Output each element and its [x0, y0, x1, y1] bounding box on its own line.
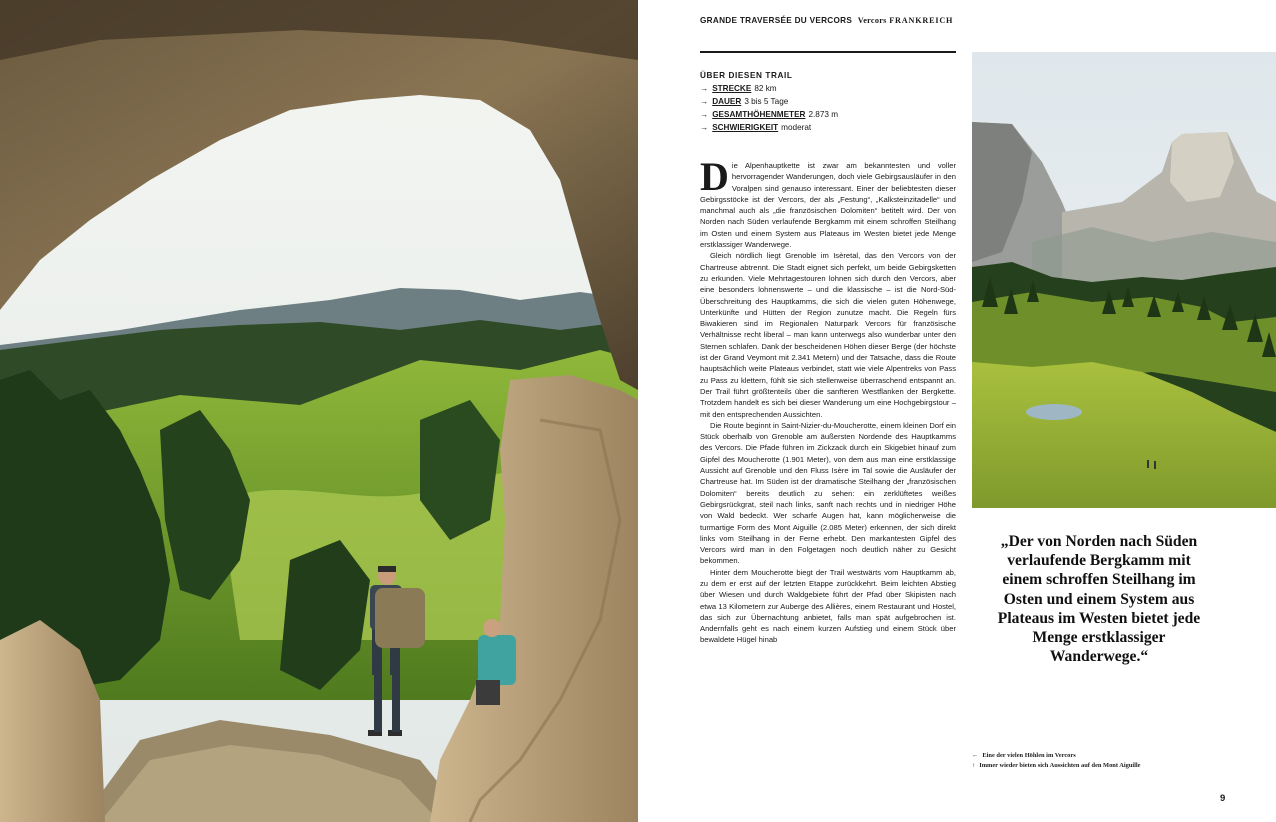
arrow-right-icon: → — [700, 110, 709, 119]
photo-captions — [972, 751, 1232, 771]
fact-row — [700, 95, 956, 108]
fact-value: 82 km — [754, 84, 777, 93]
fact-key: DAUER — [712, 97, 742, 106]
running-header — [700, 16, 970, 25]
paragraph: Die Alpenhauptkette ist zwar am bekanntesten und voller hervorragender Wanderungen, doch viele Gebirgsausläufer in den Voralpen sind genauso interessant. Einer der beliebtesten dieser Gebirgsstöcke ist der Vercors, der als „Festung“, „Kalksteinzitadelle“ und manchmal auch als „die französischen Dolomiten“ betitelt wird. Der von Norden nach Süden verlaufende Bergkamm mit einem schroffen Steilhang im Osten und einem System aus Plateaus im Westen bietet jede Menge erstklassiger Wanderwege. — [700, 160, 956, 250]
photo-mont-aiguille — [972, 52, 1276, 508]
paragraph: Gleich nördlich liegt Grenoble im Isèretal, das den Vercors von der Chartreuse abtrennt. Die Stadt eignet sich perfekt, um beide Gebirgsketten zu erkunden. Viele Mehrtagestouren lohnen sich durch den Vercors, aber eine besonders lohnenswerte – und die klassische – ist die Nord-Süd-Überschreitung des Hauptkamms, die sich die vielen guten Höhenwege, Unterkünfte und Hütten der Region zunutze macht. Die Regeln fürs Biwakieren sind im Regionalen Naturpark Vercors für französische Verhältnisse recht liberal – man kann unterwegs also wunderbar unter den Sternen schlafen. Dank der bescheidenen Höhen dieser Berge (der höchste ist der Grand Veymont mit 2.341 Metern) und der Tatsache, dass die Route hauptsächlich weite Plateaus verbindet, statt wie viele Alpentreks von Pass zu Pass zu klettern, fühlt sie sich stellenweise überraschend entspannt an. Der Trail führt größtenteils über die sanfteren Westflanken der Bergkette. Trotzdem handelt es sich bei dieser Wanderung um eine Hochgebirgstour – mit den entsprechenden Aussichten. — [700, 251, 956, 419]
arrow-up-icon: ↑ — [972, 762, 976, 769]
arrow-right-icon: → — [700, 123, 709, 132]
fact-row — [700, 121, 956, 134]
fact-key: STRECKE — [712, 84, 752, 93]
fact-value: 3 bis 5 Tage — [744, 97, 789, 106]
fact-key: GESAMTHÖHENMETER — [712, 110, 806, 119]
paragraph: Die Route beginnt in Saint-Nizier-du-Moucherotte, einem kleinen Dorf ein Stück oberhalb von Grenoble am äußersten Nordende des Hauptkamms des Vercors. Die Pfade führen im Zickzack durch ein Skigebiet hinauf zum Gipfel des Moucherotte (1.901 Meter), von dem aus man eine erstklassige Aussicht auf Grenoble und den Fluss Isère im Tal sowie die Ausläufer der Chartreuse hat. Im Süden ist der dramatische Steilhang der „französischen Dolomiten“ bereits deutlich zu sehen: ein zerklüftetes weißes Gebirgsrückgrat, steil nach links, sanft nach rechts und in niedriger Höhe von Wald bedeckt. Wer scharfe Augen hat, kann möglicherweise die turmartige Form des Mont Aiguille (2.085 Meter) erkennen, der sich direkt links vom Steilhang in der Ferne erhebt. Den markantesten Gipfel des Vercors wird man in den Folgetagen noch deutlich näher zu Gesicht bekommen. — [700, 420, 956, 566]
fact-row — [700, 108, 956, 121]
fact-row — [700, 82, 956, 95]
pull-quote: „Der von Norden nach Süden verlaufende Bergkamm mit einem schroffen Steilhang im Osten und einem System aus Plateaus im Westen bietet jede Menge erstklassiger Wanderwege.“ — [997, 533, 1201, 666]
paragraph: Hinter dem Moucherotte biegt der Trail westwärts vom Hauptkamm ab, zu dem er erst auf der letzten Etappe zurückkehrt. Beim leichten Abstieg über Wiesen und durch Waldgebiete führt der Pfad über Skipisten nach etwa 13 Kilometern zur Auberge des Allières, einem Restaurant und Hostel, das sich zur Übernachtung anbietet, falls man spät aufgebrochen ist. Andernfalls geht es nach einem kurzen Aufstieg und einem Stück über bewaldete Hügel hinab — [700, 567, 956, 645]
trail-facts — [700, 69, 956, 134]
arrow-right-icon: → — [700, 97, 709, 106]
divider-rule — [700, 51, 956, 53]
fact-value: moderat — [781, 123, 812, 132]
caption: ← Eine der vielen Höhlen im Vercors — [972, 752, 1076, 759]
fact-key: SCHWIERIGKEIT — [712, 123, 779, 132]
page-number: 9 — [1220, 793, 1226, 804]
facts-title: ÜBER DIESEN TRAIL — [700, 71, 793, 80]
drop-cap: D — [700, 160, 729, 199]
arrow-left-icon: ← — [972, 752, 979, 759]
header-country: FRANKREICH — [889, 16, 954, 25]
fact-value: 2.873 m — [808, 110, 839, 119]
article-body — [700, 160, 956, 780]
arrow-right-icon: → — [700, 84, 709, 93]
caption: ↑ Immer wieder bieten sich Aussichten auf den Mont Aiguille — [972, 762, 1141, 769]
header-region: Vercors — [857, 16, 887, 25]
header-route: GRANDE TRAVERSÉE DU VERCORS — [700, 16, 853, 25]
